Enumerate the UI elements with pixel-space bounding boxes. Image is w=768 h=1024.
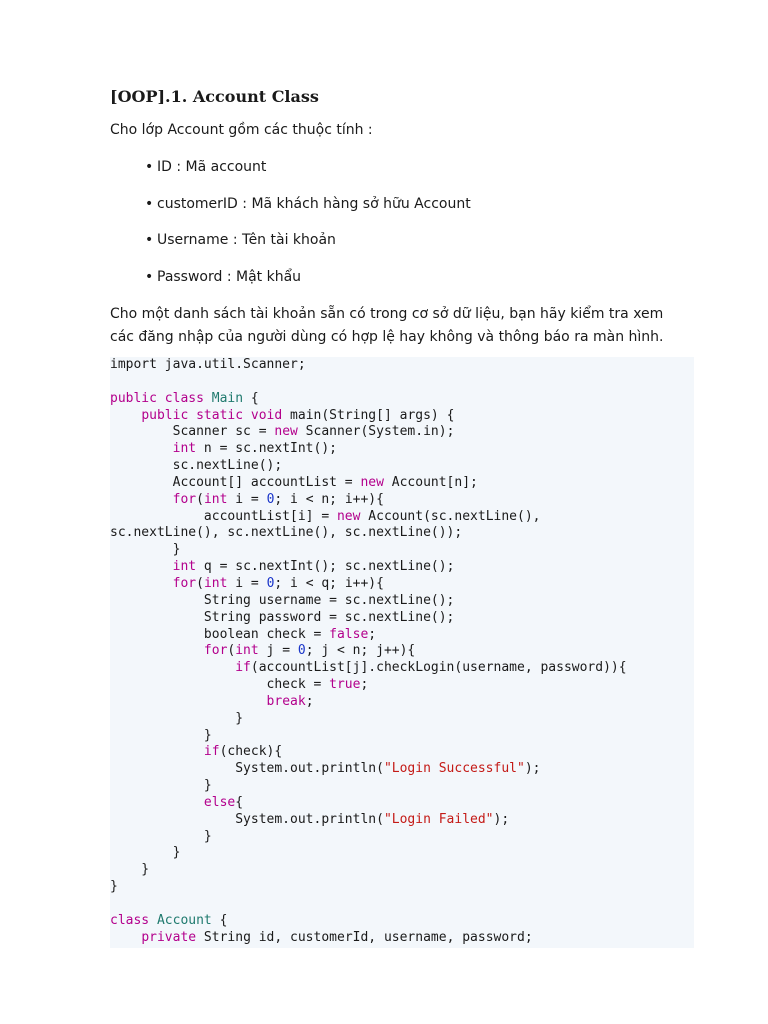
code-line: }	[110, 542, 181, 558]
code-line: sc.nextLine();	[110, 458, 283, 474]
code-line: public class Main {	[110, 390, 259, 406]
code-line: Account[] accountList = new Account[n];	[110, 474, 478, 490]
code-line: String password = sc.nextLine();	[110, 609, 455, 625]
code-line: }	[110, 727, 212, 743]
code-line: private String id, customerId, username, password;	[141, 929, 533, 945]
description-paragraph	[110, 303, 694, 348]
code-line: System.out.println("Login Failed");	[110, 811, 510, 827]
list-item: • Password : Mật khẩu	[145, 268, 302, 285]
code-line: }	[110, 879, 118, 895]
page-title: [OOP].1. Account Class	[110, 87, 319, 106]
code-line: System.out.println("Login Successful");	[110, 761, 541, 777]
bullet-icon: •	[145, 195, 154, 212]
code-line: for(int i = 0; i < q; i++){	[172, 575, 384, 591]
code-line	[110, 374, 627, 391]
code-line: class Account {	[110, 912, 228, 928]
list-item: • Username : Tên tài khoản	[145, 232, 336, 248]
code-line: if(accountList[j].checkLogin(username, password)){	[235, 660, 627, 676]
description-line: Cho một danh sách tài khoản sẵn có trong cơ sở dữ liệu, bạn hãy kiểm tra xem	[110, 306, 664, 322]
bullet-icon: •	[145, 232, 154, 248]
code-line: break;	[266, 693, 314, 709]
code-line: for(int i = 0; i < n; i++){	[172, 491, 384, 507]
code-line: int n = sc.nextInt();	[172, 441, 337, 457]
code-line: }	[110, 828, 212, 844]
list-item: • ID : Mã account	[145, 159, 267, 175]
code-line: }	[110, 845, 181, 861]
code-line: boolean check = false;	[110, 626, 377, 642]
bullet-icon: •	[145, 268, 154, 285]
code-block	[110, 357, 694, 948]
code-line: int q = sc.nextInt(); sc.nextLine();	[172, 559, 455, 575]
code-line: String username = sc.nextLine();	[110, 592, 455, 608]
code-line: public static void main(String[] args) {	[141, 407, 455, 423]
code-line: if(check){	[203, 744, 283, 760]
description-line: các đăng nhập của người dùng có hợp lệ hay không và thông báo ra màn hình.	[110, 328, 664, 345]
code-line: }	[110, 710, 244, 726]
code-line: else{	[203, 794, 244, 810]
code-line: Scanner sc = new Scanner(System.in);	[110, 424, 455, 440]
bullet-icon: •	[145, 159, 154, 175]
code-line: import java.util.Scanner;	[110, 357, 306, 372]
property-list	[145, 157, 471, 303]
list-item: • customerID : Mã khách hàng sở hữu Account	[145, 195, 471, 212]
code-content	[110, 357, 627, 947]
intro-text: Cho lớp Account gồm các thuộc tính :	[110, 122, 373, 138]
code-line	[110, 896, 627, 913]
code-line: for(int j = 0; j < n; j++){	[203, 643, 416, 659]
code-line: accountList[i] = new Account(sc.nextLine(),	[110, 508, 541, 524]
code-line: check = true;	[110, 677, 369, 693]
code-line: }	[110, 862, 150, 878]
code-line: sc.nextLine(), sc.nextLine(), sc.nextLine());	[110, 525, 463, 541]
code-line: }	[110, 778, 212, 794]
